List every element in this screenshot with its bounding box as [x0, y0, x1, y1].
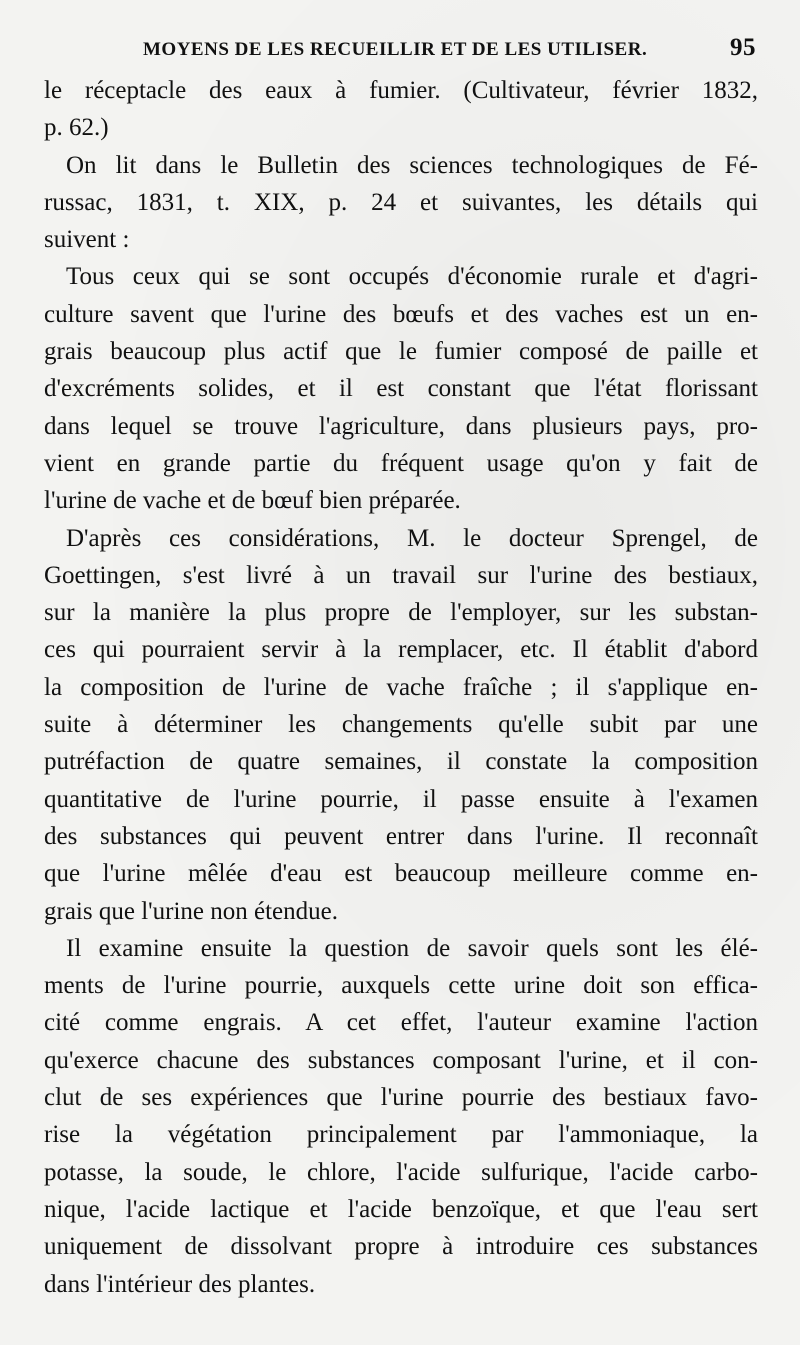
text-line: potasse, la soude, le chlore, l'acide sulfurique, l'acide carbo- — [44, 1158, 758, 1186]
text-line: D'après ces considérations, M. le docteur Sprengel, de — [66, 524, 758, 552]
text-line: grais beaucoup plus actif que le fumier composé de paille et — [44, 338, 758, 366]
text-line: sur la manière la plus propre de l'employer, sur les substan- — [44, 599, 758, 627]
text-line: culture savent que l'urine des bœufs et des vaches est un en- — [44, 300, 758, 328]
text-line: clut de ses expériences que l'urine pourrie des bestiaux favo- — [44, 1084, 758, 1112]
text-line: que l'urine mêlée d'eau est beaucoup meilleure comme en- — [44, 860, 758, 888]
text-line: Il examine ensuite la question de savoir quels sont les élé- — [66, 934, 758, 962]
text-line: d'excréments solides, et il est constant que l'état florissant — [44, 375, 758, 403]
paragraph — [44, 930, 758, 1303]
text-line: ces qui pourraient servir à la remplacer, etc. Il établit d'abord — [44, 636, 758, 664]
text-line: dans lequel se trouve l'agriculture, dans plusieurs pays, pro- — [44, 412, 758, 440]
text-line: dans l'intérieur des plantes. — [44, 1270, 316, 1298]
text-line: quantitative de l'urine pourrie, il passe ensuite à l'examen — [44, 785, 758, 813]
page-number: 95 — [730, 34, 756, 61]
text-line: rise la végétation principalement par l'ammoniaque, la — [44, 1121, 758, 1149]
paragraph — [44, 147, 758, 259]
text-line: le réceptacle des eaux à fumier. (Cultivateur, février 1832, — [44, 77, 758, 104]
running-title: MOYENS DE LES RECUEILLIR ET DE LES UTILISER. — [143, 39, 648, 60]
text-line: grais que l'urine non étendue. — [44, 897, 338, 925]
text-body — [44, 72, 758, 1303]
text-line: qu'exerce chacune des substances composant l'urine, et il con- — [44, 1046, 758, 1074]
page-header — [143, 34, 756, 64]
text-line: l'urine de vache et de bœuf bien préparée. — [44, 487, 461, 515]
text-line: suivent : — [44, 226, 130, 254]
text-line: vient en grande partie du fréquent usage qu'on y fait de — [44, 449, 758, 477]
text-line: russac, 1831, t. XIX, p. 24 et suivantes, les détails qui — [44, 188, 758, 216]
text-line: cité comme engrais. A cet effet, l'auteur examine l'action — [44, 1009, 758, 1037]
text-line: la composition de l'urine de vache fraîche ; il s'applique en- — [44, 673, 758, 701]
text-line: ments de l'urine pourrie, auxquels cette urine doit son effica- — [44, 972, 758, 1000]
paragraph — [44, 72, 758, 147]
text-line: suite à déterminer les changements qu'elle subit par une — [44, 711, 758, 739]
paragraph — [44, 520, 758, 930]
text-line: Goettingen, s'est livré à un travail sur l'urine des bestiaux, — [44, 561, 758, 589]
paragraph — [44, 258, 758, 519]
text-line: des substances qui peuvent entrer dans l'urine. Il reconnaît — [44, 822, 758, 850]
text-line: putréfaction de quatre semaines, il constate la composition — [44, 748, 758, 776]
text-line: Tous ceux qui se sont occupés d'économie rurale et d'agri- — [66, 263, 758, 291]
text-line: On lit dans le Bulletin des sciences technologiques de Fé- — [66, 151, 758, 179]
text-line: uniquement de dissolvant propre à introduire ces substances — [44, 1233, 758, 1261]
text-line: nique, l'acide lactique et l'acide benzoïque, et que l'eau sert — [44, 1195, 758, 1223]
text-line: p. 62.) — [44, 114, 109, 142]
